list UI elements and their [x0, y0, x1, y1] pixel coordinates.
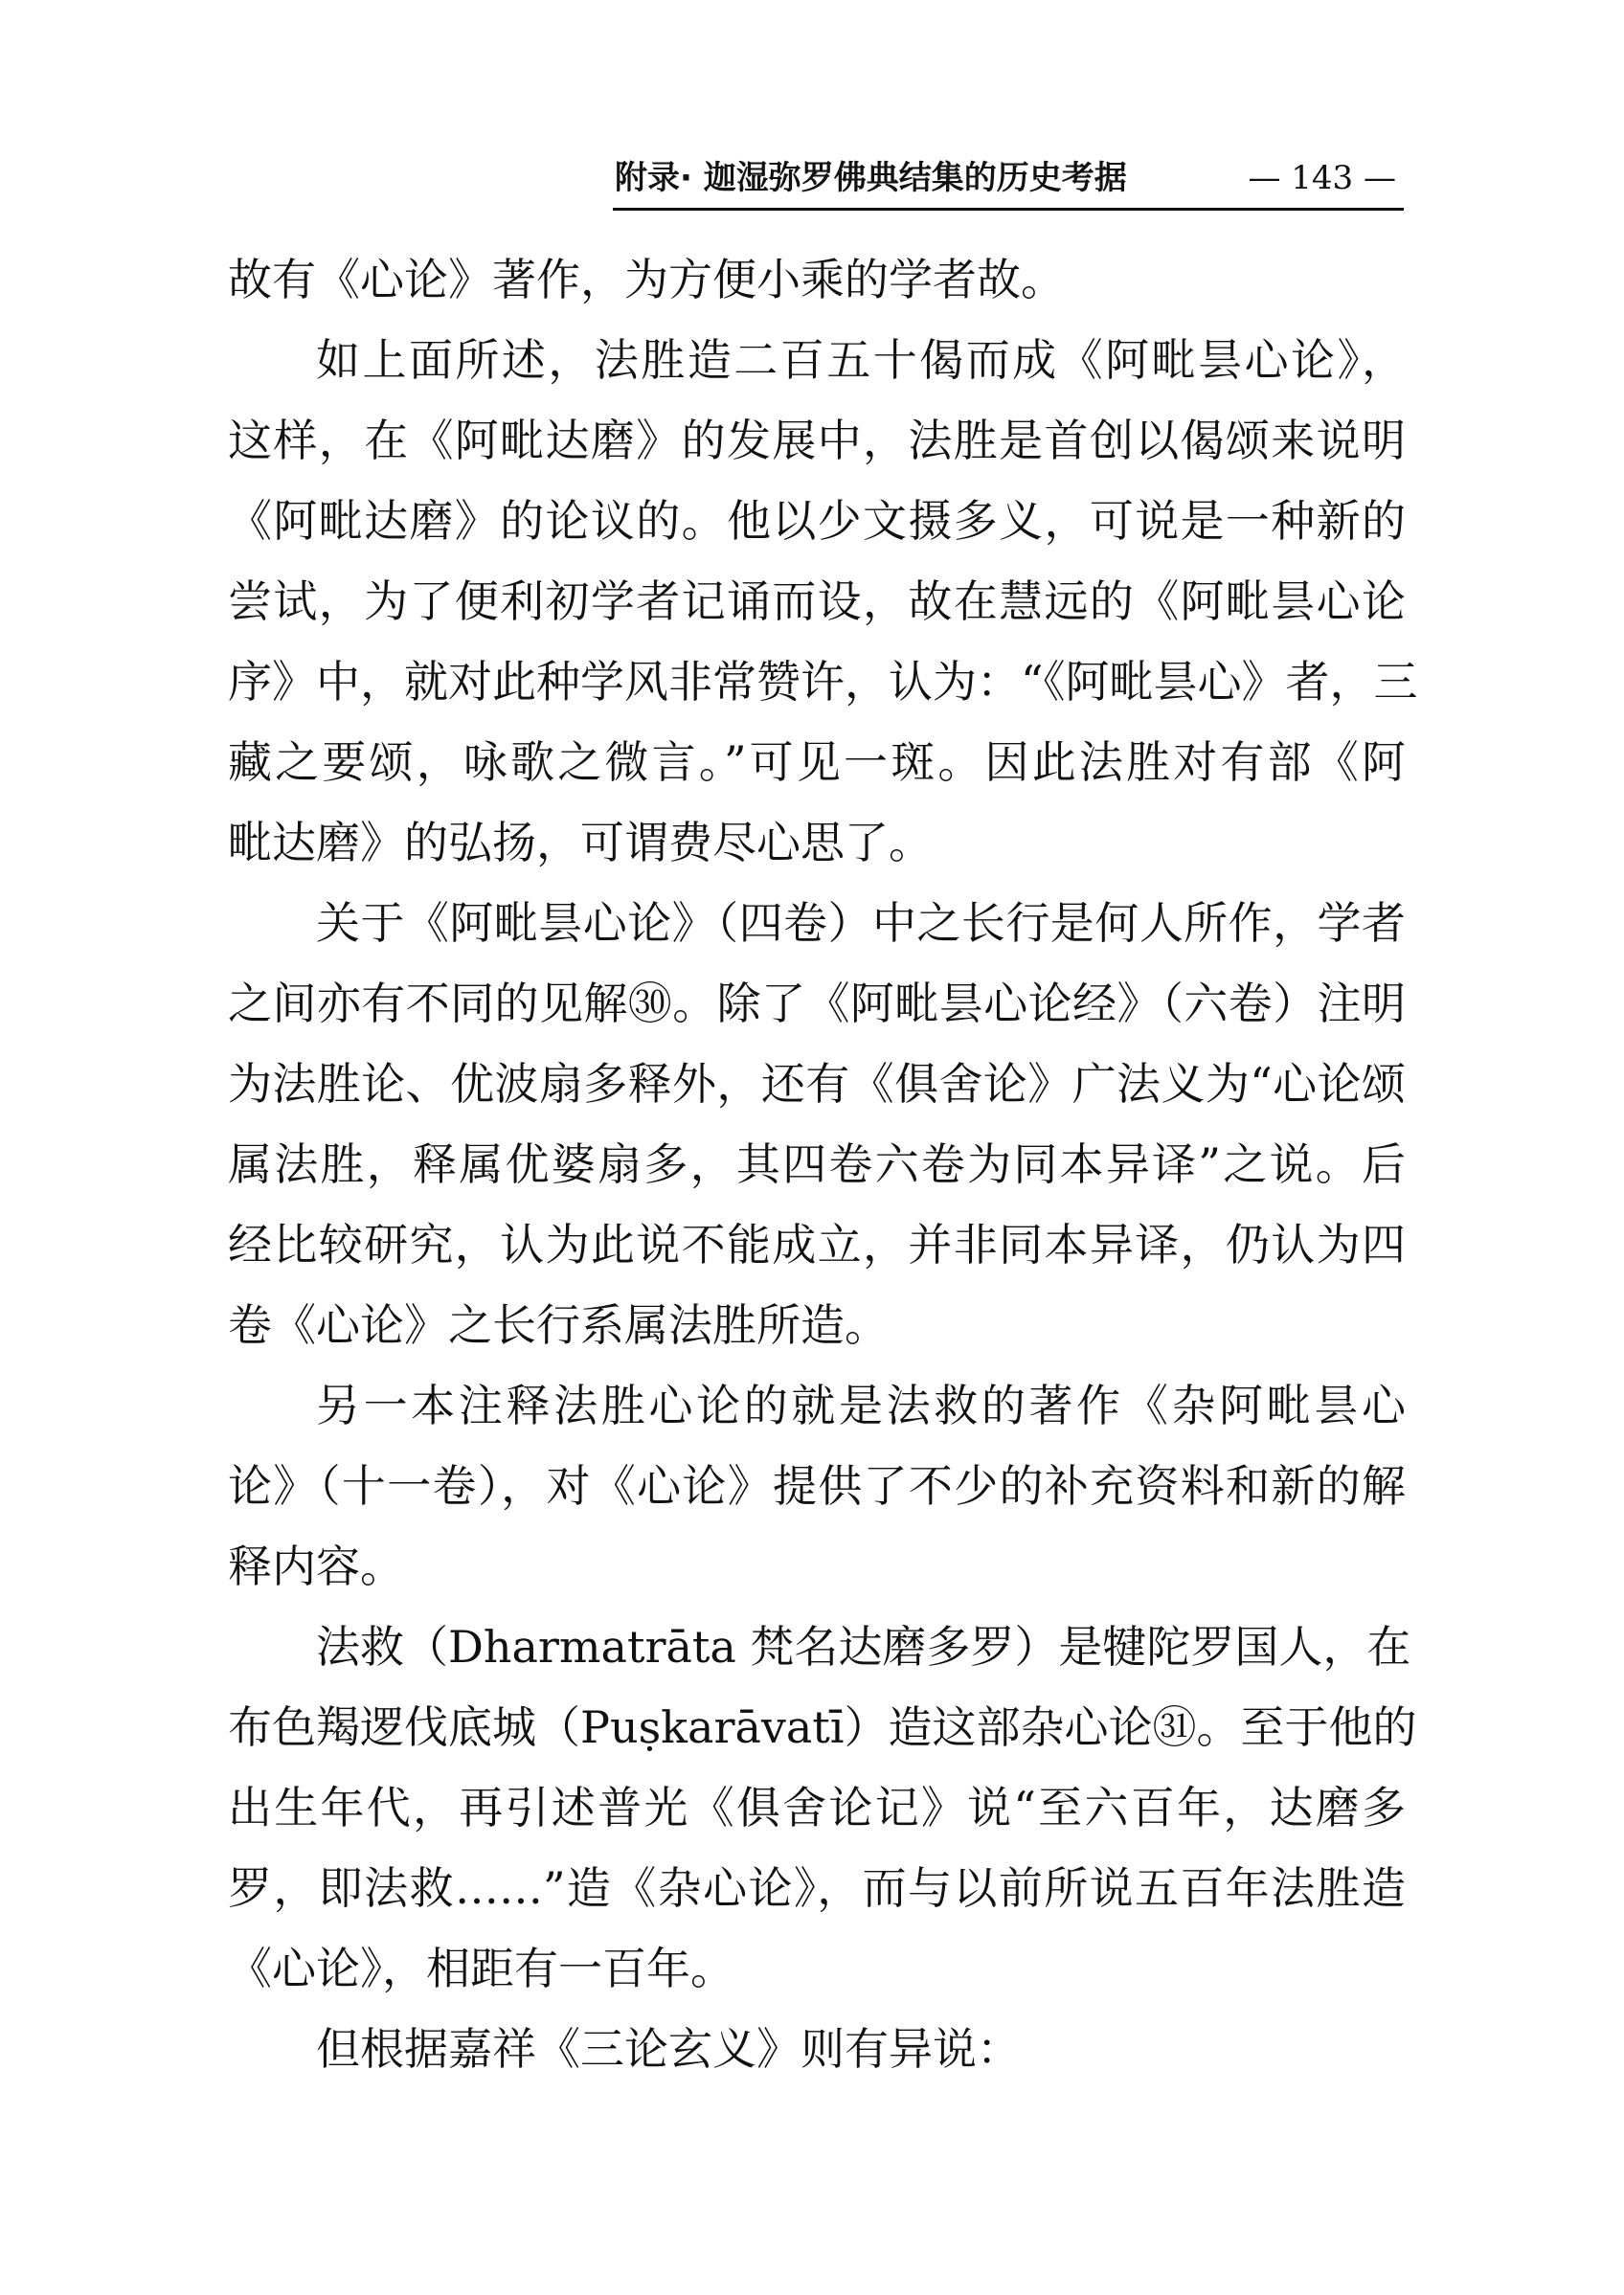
text-line: 《阿毗达磨》的论议的。他以少文摄多义，可说是一种新的 [228, 495, 1406, 547]
paragraph-first-line: 另一本注释法胜心论的就是法救的著作《杂阿毗昙心 [316, 1380, 1406, 1431]
text-line: 之间亦有不同的见解㉚。除了《阿毗昙心论经》（六卷）注明 [228, 978, 1406, 1029]
text-line: 属法胜，释属优婆扇多，其四卷六卷为同本异译”之说。后 [228, 1138, 1406, 1190]
text-line: 故有《心论》著作，为方便小乘的学者故。 [228, 254, 1065, 305]
text-line: 罗，即法救……”造《杂心论》，而与以前所说五百年法胜造 [228, 1862, 1406, 1914]
text-line: 《心论》，相距有一百年。 [228, 1943, 734, 1994]
text-line: 序》中，就对此种学风非常赞许，认为：“《阿毗昙心》者，三 [228, 656, 1418, 708]
running-header [613, 151, 1404, 205]
text-line: 藏之要颂，咏歌之微言。”可见一斑。因此法胜对有部《阿 [228, 736, 1406, 788]
text-line: 毗达磨》的弘扬，可谓费尽心思了。 [228, 817, 933, 868]
paragraph-first-line: 法救（Dharmatrāta 梵名达磨多罗）是犍陀罗国人，在 [316, 1621, 1411, 1673]
paragraph-first-line: 关于《阿毗昙心论》（四卷）中之长行是何人所作，学者 [316, 897, 1406, 949]
text-line: 卷《心论》之长行系属法胜所造。 [228, 1299, 889, 1351]
paragraph-first-line: 但根据嘉祥《三论玄义》则有异说： [316, 2023, 1021, 2075]
body-text [228, 239, 1418, 2089]
running-title: 附录· 迦湿弥罗佛典结集的历史考据 [615, 159, 1127, 197]
text-line: 尝试，为了便利初学者记诵而设，故在慧远的《阿毗昙心论 [228, 575, 1406, 627]
page-number: — 143 — [1248, 159, 1396, 197]
text-line: 出生年代，再引述普光《俱舍论记》说“至六百年，达磨多 [228, 1782, 1406, 1834]
header-rule [613, 208, 1404, 211]
text-line: 这样，在《阿毗达磨》的发展中，法胜是首创以偈颂来说明 [228, 415, 1406, 466]
text-line: 论》（十一卷），对《心论》提供了不少的补充资料和新的解 [228, 1460, 1406, 1512]
paragraph-first-line: 如上面所述，法胜造二百五十偈而成《阿毗昙心论》， [316, 334, 1406, 386]
text-line: 布色羯逻伐底城（Puṣkarāvatī）造这部杂心论㉛。至于他的 [228, 1701, 1417, 1753]
text-line: 经比较研究，认为此说不能成立，并非同本异译，仍认为四 [228, 1219, 1406, 1271]
text-line: 为法胜论、优波扇多释外，还有《俱舍论》广法义为“心论颂 [228, 1058, 1406, 1110]
text-line: 释内容。 [228, 1541, 404, 1592]
